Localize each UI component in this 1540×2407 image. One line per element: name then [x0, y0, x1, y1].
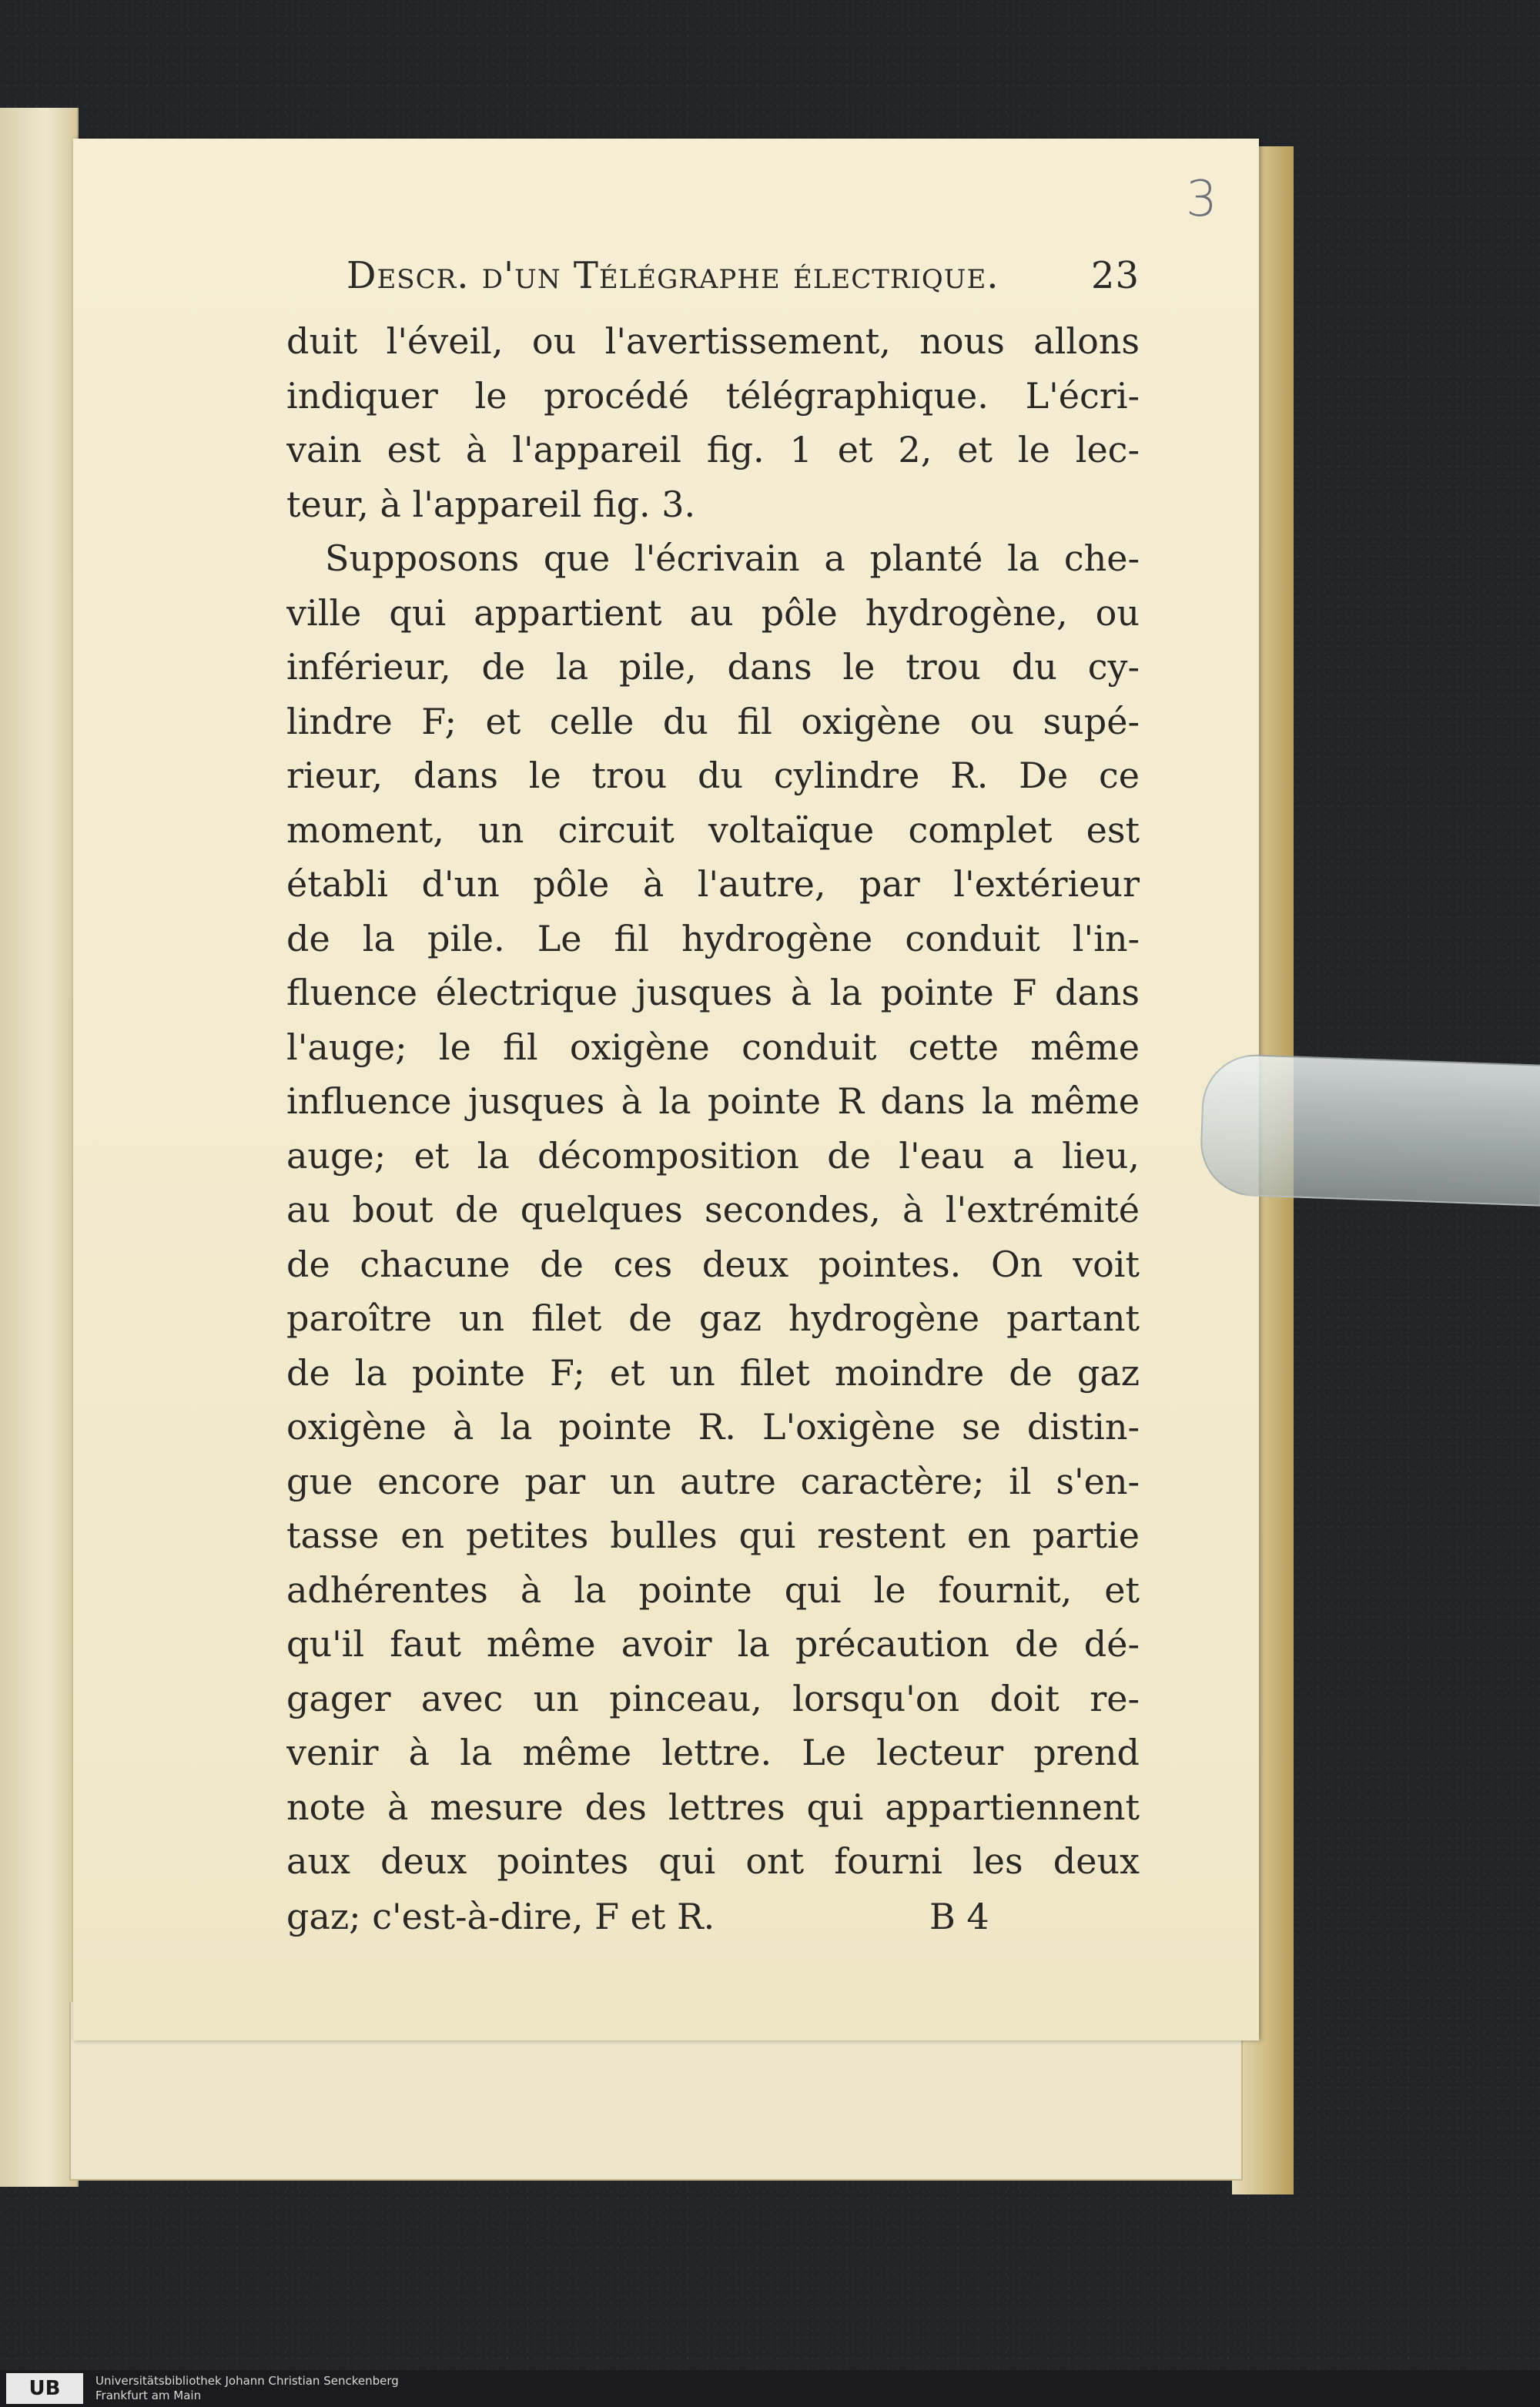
page-number: 23 — [1090, 254, 1140, 297]
text-line: rieur, dans le trou du cylindre R. De ce — [286, 755, 1140, 796]
text-line: l'auge; le fil oxigène conduit cette même — [286, 1026, 1140, 1068]
page-clip — [1199, 1053, 1540, 1206]
gathering-signature: B 4 — [929, 1896, 989, 1937]
text-line: paroître un filet de gaz hydrogène partant — [286, 1297, 1140, 1339]
text-line: moment, un circuit voltaïque complet est — [286, 808, 1140, 851]
library-footer — [0, 2370, 1540, 2407]
body-text — [286, 314, 1140, 1889]
text-line: qu'il faut même avoir la précaution de dé- — [286, 1623, 1140, 1665]
text-line: de la pointe F; et un filet moindre de gaz — [286, 1351, 1140, 1394]
ub-logo: UB — [6, 2373, 83, 2404]
text-line: vain est à l'appareil fig. 1 et 2, et le lec- — [286, 429, 1140, 470]
text-line: teur, à l'appareil fig. 3. — [286, 483, 696, 525]
left-page-edge — [0, 108, 79, 2187]
text-line: tasse en petites bulles qui restent en partie — [286, 1515, 1140, 1556]
text-line: gue encore par un autre caractère; il s'en- — [286, 1460, 1140, 1502]
text-line: adhérentes à la pointe qui le fournit, et — [286, 1568, 1140, 1611]
text-line: fluence électrique jusques à la pointe F dans — [286, 972, 1140, 1013]
running-head — [346, 254, 1140, 297]
text-line: lindre F; et celle du fil oxigène ou supé- — [286, 700, 1140, 742]
text-line: de la pile. Le fil hydrogène conduit l'in- — [286, 917, 1140, 959]
library-credit — [95, 2374, 399, 2403]
pencil-folio-mark: 3 — [1186, 171, 1217, 228]
running-head-title: Descr. d'un Télégraphe électrique. — [346, 254, 999, 297]
library-name: Universitätsbibliothek Johann Christian Senckenberg — [95, 2374, 399, 2388]
text-line: de chacune de ces deux pointes. On voit — [286, 1243, 1140, 1285]
library-city: Frankfurt am Main — [95, 2389, 202, 2402]
text-line: inférieur, de la pile, dans le trou du cy- — [286, 646, 1140, 688]
text-line: indiquer le procédé télégraphique. L'écri- — [286, 374, 1140, 417]
last-text-line: gaz; c'est-à-dire, F et R. — [286, 1896, 715, 1937]
text-line: influence jusques à la pointe R dans la même — [286, 1080, 1140, 1122]
text-line: oxigène à la pointe R. L'oxigène se distin- — [286, 1406, 1140, 1448]
text-line: au bout de quelques secondes, à l'extrémité — [286, 1189, 1140, 1230]
text-line: ville qui appartient au pôle hydrogène, ou — [286, 591, 1140, 634]
text-line: Supposons que l'écrivain a planté la che- — [325, 537, 1140, 579]
text-line: venir à la même lettre. Le lecteur prend — [286, 1732, 1140, 1773]
text-line: établi d'un pôle à l'autre, par l'extérieur — [286, 863, 1140, 905]
text-line: auge; et la décomposition de l'eau a lieu, — [286, 1134, 1140, 1177]
text-line: aux deux pointes qui ont fourni les deux — [286, 1840, 1140, 1882]
text-line: note à mesure des lettres qui appartiennent — [286, 1786, 1140, 1828]
text-line: duit l'éveil, ou l'avertissement, nous allons — [286, 320, 1140, 362]
text-line: gager avec un pinceau, lorsqu'on doit re- — [286, 1677, 1140, 1719]
